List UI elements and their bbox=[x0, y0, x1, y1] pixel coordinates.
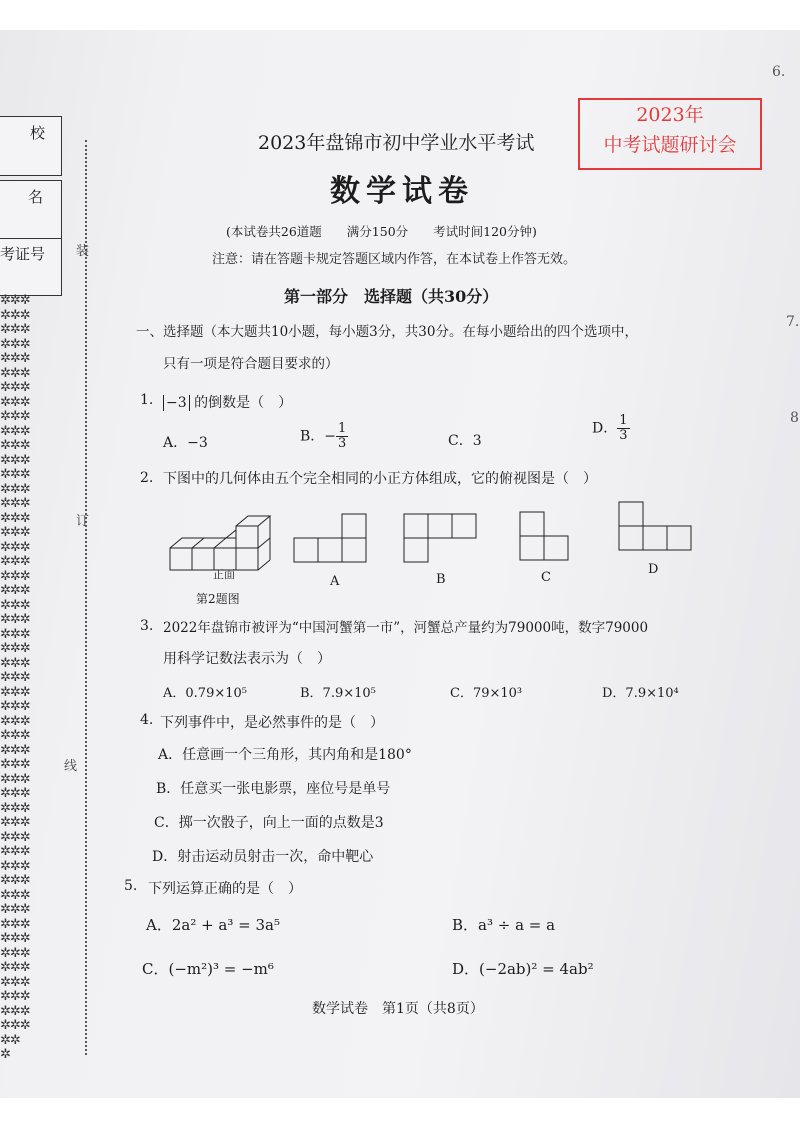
section-instruction-1: 一、选择题（本大题共10小题，每小题3分，共30分。在每小题给出的四个选项中， bbox=[136, 324, 638, 340]
q1-option-d bbox=[592, 414, 630, 443]
q1-number: 1. bbox=[140, 392, 154, 408]
part-one-title: 第一部分 选择题（共30分） bbox=[284, 287, 499, 306]
q2-option-b-label: B bbox=[436, 572, 446, 587]
stamp-line-2: 中考试题研讨会 bbox=[603, 134, 737, 156]
next-page-q6-marker: 6. bbox=[772, 64, 786, 80]
q2-figure-caption: 第2题图 bbox=[196, 592, 240, 606]
q2-option-d-view bbox=[617, 500, 693, 552]
q1-option-b-prefix: B．− bbox=[300, 428, 337, 445]
q2-number: 2. bbox=[140, 470, 154, 486]
q5-option-c: C．(−m²)³ = −m⁶ bbox=[142, 960, 274, 978]
q5-option-b: B．a³ ÷ a = a bbox=[452, 916, 556, 934]
q1-option-d-fraction: $\frac{1}{3}$ bbox=[619, 413, 628, 443]
school-label: 校 bbox=[30, 124, 46, 142]
q2-option-a-view bbox=[292, 514, 368, 564]
binding-char-1: 装 bbox=[76, 244, 90, 259]
q1-option-d-prefix: D． bbox=[592, 420, 618, 437]
exam-notice: 注意：请在答题卡规定答题区域内作答，在本试卷上作答无效。 bbox=[212, 252, 577, 267]
seminar-stamp bbox=[578, 98, 762, 170]
q4-option-d: D．射击运动员射击一次，命中靶心 bbox=[152, 849, 374, 865]
q3-option-a: A．0.79×10⁵ bbox=[163, 686, 247, 701]
q3-option-b: B．7.9×10⁵ bbox=[300, 686, 376, 701]
q2-front-label: 正面 bbox=[213, 568, 235, 581]
binding-char-2: 订 bbox=[76, 514, 90, 529]
q4-option-b: B．任意买一张电影票，座位号是单号 bbox=[156, 781, 391, 797]
q1-stem-text: 的倒数是（ ） bbox=[194, 395, 293, 411]
section-instruction-2: 只有一项是符合题目要求的） bbox=[163, 356, 339, 372]
binding-dotted-line bbox=[85, 140, 87, 1055]
q3-number: 3. bbox=[140, 618, 154, 634]
binding-char-3: 线 bbox=[64, 759, 78, 774]
name-label: 名 bbox=[28, 188, 44, 206]
stamp-line-1: 2023年 bbox=[636, 104, 704, 126]
q2-stem: 下图中的几何体由五个完全相同的小正方体组成，它的俯视图是（ ） bbox=[163, 471, 597, 487]
next-page-q7-marker: 7. bbox=[786, 314, 800, 330]
next-page-q8-marker: 8 bbox=[790, 410, 799, 426]
exam-title: 2023年盘锦市初中学业水平考试 bbox=[258, 132, 535, 154]
q3-option-c: C．79×10³ bbox=[450, 686, 523, 701]
q2-option-d-label: D bbox=[648, 562, 659, 577]
q1-option-b-fraction: $\frac{1}{3}$ bbox=[338, 421, 347, 451]
q5-number: 5. bbox=[124, 878, 138, 894]
q5-option-d: D．(−2ab)² = 4ab² bbox=[452, 960, 594, 978]
q2-option-a-label: A bbox=[330, 574, 340, 589]
q3-option-d: D．7.9×10⁴ bbox=[602, 686, 679, 701]
q1-option-a: A．−3 bbox=[163, 435, 208, 451]
q1-stem bbox=[163, 392, 292, 412]
q4-stem: 下列事件中，是必然事件的是（ ） bbox=[160, 715, 384, 731]
q4-option-a: A．任意画一个三角形，其内角和是180° bbox=[158, 747, 412, 763]
q1-option-c: C．3 bbox=[448, 433, 482, 449]
q1-option-b bbox=[300, 422, 348, 451]
q1-absolute-value: −3 bbox=[163, 395, 190, 411]
q4-number: 4. bbox=[140, 712, 154, 728]
q2-option-b-view bbox=[402, 512, 480, 564]
page-footer: 数学试卷 第1页（共8页） bbox=[312, 1001, 484, 1017]
exam-info: (本试卷共26道题 满分150分 考试时间120分钟) bbox=[226, 224, 537, 239]
q3-stem-line-2: 用科学记数法表示为（ ） bbox=[163, 651, 331, 667]
q5-stem: 下列运算正确的是（ ） bbox=[148, 881, 302, 897]
q2-option-c-label: C bbox=[541, 570, 551, 585]
subject-title: 数学试卷 bbox=[330, 174, 474, 209]
q4-option-c: C．掷一次骰子，向上一面的点数是3 bbox=[154, 815, 384, 831]
decorative-star-border: ✲✲✲ ✲✲✲ ✲✲✲ ✲✲✲ ✲✲✲ ✲✲✲ ✲✲✲ ✲✲✲ ✲✲✲ ✲✲✲ ✲✲✲ ✲✲✲ ✲✲✲ ✲✲✲ ✲✲✲ ✲✲✲ ✲✲✲ ✲✲✲ ✲✲✲ ✲✲✲ ✲✲✲ ✲✲✲ ✲✲✲ ✲✲✲ ✲✲✲ ✲✲✲ ✲✲✲ ✲✲✲ ✲✲✲ ✲✲✲ ✲✲✲ ✲✲✲ ✲✲✲ ✲✲✲ ✲✲✲ ✲✲✲ ✲✲✲ ✲✲✲ ✲✲✲ ✲✲✲ ✲✲✲ ✲✲✲ ✲✲✲ ✲✲✲ ✲✲✲ ✲✲✲ ✲✲✲ ✲✲✲ ✲✲✲ ✲✲✲ ✲✲✲ ✲✲ ✲ bbox=[0, 293, 30, 1062]
q2-option-c-view bbox=[518, 510, 572, 562]
q3-stem-line-1: 2022年盘锦市被评为“中国河蟹第一市”，河蟹总产量约为79000吨，数字79000 bbox=[163, 620, 649, 636]
exam-paper-photo bbox=[0, 30, 800, 1098]
exam-id-label: 考证号 bbox=[0, 245, 46, 263]
q5-option-a: A．2a² + a³ = 3a⁵ bbox=[146, 916, 280, 934]
